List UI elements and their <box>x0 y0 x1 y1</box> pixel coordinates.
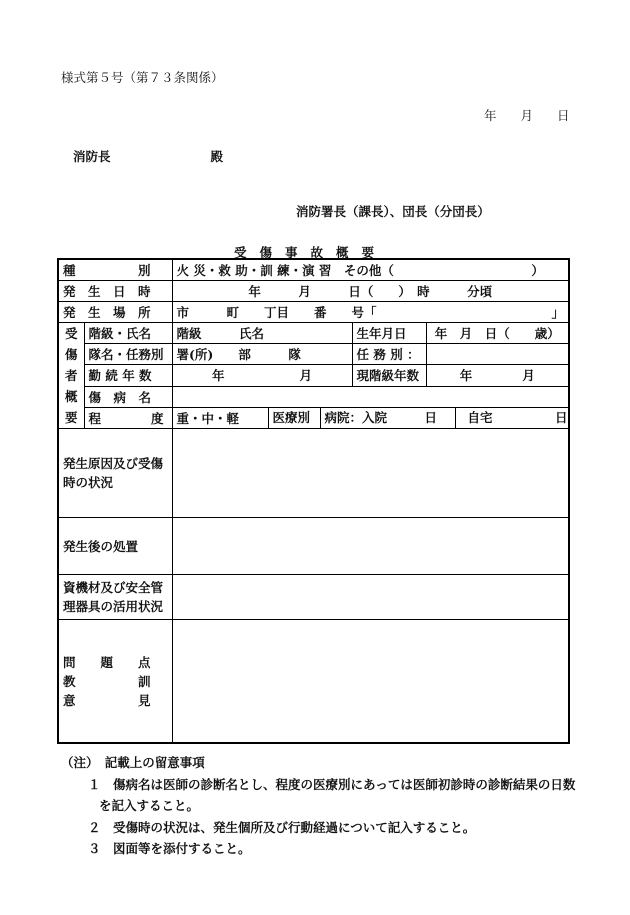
row-injury <box>58 386 569 407</box>
note-2: ２ 受傷時の状況は、発生個所及び行動経過について記入すること。 <box>88 819 476 835</box>
unit-value[interactable]: 署(所) 部 隊 <box>172 344 352 365</box>
after-value[interactable] <box>172 518 569 575</box>
injury-value[interactable] <box>172 386 569 407</box>
addressee: 消防長 殿 <box>73 149 224 164</box>
table-title: 受傷事故概要 <box>234 245 388 260</box>
note-1a: １ 傷病名は医師の診断名とし、程度の医療別にあっては医師初診時の診断結果の日数 <box>88 776 576 792</box>
sender: 消防署長（課長）、団長（分団長） <box>296 204 490 219</box>
form-number: 様式第５号（第７３条関係） <box>61 70 224 85</box>
after-label: 発生後の処置 <box>58 518 172 575</box>
rank-value[interactable]: 階級 氏名 <box>172 323 352 344</box>
birth-value[interactable]: 年 月 日（ 歳） <box>426 323 569 344</box>
place-label: 発 生 場 所 <box>58 302 172 323</box>
datetime-value[interactable]: 年 月 日（ ） 時 分頃 <box>172 281 569 302</box>
side-label: 受傷者概要 <box>58 323 84 429</box>
row-service <box>58 365 569 386</box>
cause-value[interactable] <box>172 429 569 518</box>
severity-value[interactable]: 重・中・軽 <box>172 407 268 428</box>
birth-label: 生年月日 <box>352 323 426 344</box>
type-value[interactable]: 火 災・救 助・訓 練・演 習 その他（ ） <box>172 259 569 281</box>
cause-label: 発生原因及び受傷時の状況 <box>58 429 172 518</box>
severity-label: 程 度 <box>84 407 172 428</box>
datetime-label: 発 生 日 時 <box>58 281 172 302</box>
lessons-label-2: 教 訓 <box>63 673 151 689</box>
duty-value[interactable] <box>426 344 569 365</box>
place-value[interactable]: 市 町 丁目 番 号「 」 <box>172 302 569 323</box>
duty-label: 任 務 別 ： <box>352 344 426 365</box>
date-month: 月 <box>520 108 534 123</box>
medical-label: 医療別 <box>269 408 321 428</box>
date-line <box>484 106 570 124</box>
row-datetime <box>58 281 569 302</box>
row-rank <box>58 323 569 344</box>
equipment-label: 資機材及び安全管理器具の活用状況 <box>58 575 172 620</box>
type-label: 種 別 <box>58 259 172 281</box>
injury-report-table <box>57 258 570 744</box>
date-year: 年 <box>484 108 497 123</box>
row-after <box>58 518 569 575</box>
row-type <box>58 259 569 281</box>
note-1b: を記入すること。 <box>99 798 200 813</box>
date-day: 日 <box>557 108 570 123</box>
row-severity <box>58 407 569 428</box>
lessons-value[interactable] <box>172 620 569 744</box>
notes <box>61 752 575 860</box>
unit-label: 隊名・任務別 <box>84 344 172 365</box>
grade-years-value[interactable]: 年 月 <box>426 365 569 386</box>
service-value[interactable]: 年 月 <box>172 365 352 386</box>
grade-years-label: 現階級年数 <box>352 365 426 386</box>
rank-name-label: 階級・氏名 <box>84 323 172 344</box>
home-value[interactable]: 自宅 日 <box>467 409 568 425</box>
service-label: 勤 続 年 数 <box>84 365 172 386</box>
lessons-label <box>58 620 172 744</box>
hospital-value[interactable]: 病院：入院 日 <box>321 408 456 428</box>
row-unit <box>58 344 569 365</box>
note-3: ３ 図面等を添付すること。 <box>88 841 251 856</box>
equipment-value[interactable] <box>172 575 569 620</box>
row-equipment <box>58 575 569 620</box>
lessons-label-3: 意 見 <box>63 692 151 708</box>
notes-title: （注） 記載上の留意事項 <box>61 755 205 770</box>
row-cause <box>58 429 569 518</box>
injury-label: 傷 病 名 <box>84 386 172 407</box>
row-place <box>58 302 569 323</box>
row-lessons <box>58 620 569 744</box>
lessons-label-1: 問 題 点 <box>63 654 151 670</box>
